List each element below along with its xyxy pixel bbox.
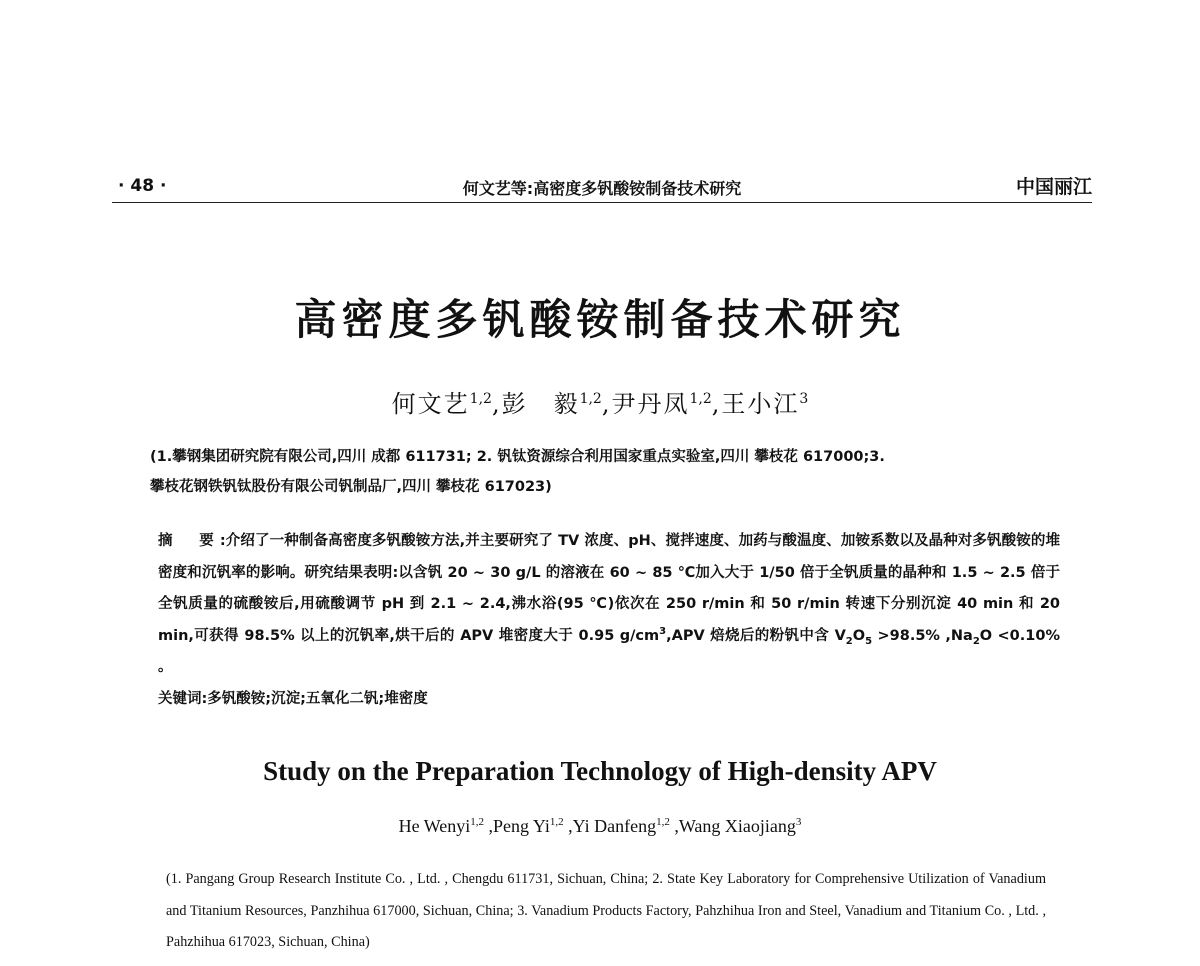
author-affiliation-mark: 1,2 xyxy=(549,816,564,828)
author-name: 彭 毅 xyxy=(501,390,580,418)
author-name: Peng Yi xyxy=(493,816,550,836)
journal-name: 中国丽江 xyxy=(1015,176,1092,198)
page-number: · 48 · xyxy=(118,176,167,196)
abstract-text: O <0.10% 。 xyxy=(158,627,1060,675)
affiliation-line: (1.攀钢集团研究院有限公司,四川 成都 611731; 2. 钒钛资源综合利用国家重点实验室,四川 攀枝花 617000;3. xyxy=(150,449,885,465)
formula-subscript: 5 xyxy=(865,635,873,647)
affiliations-english: (1. Pangang Group Research Institute Co. , Ltd. , Chengdu 611731, Sichuan, China; 2. State Key Laboratory for Comprehensive Utilization of Vanadium and Titanium Resources, Panzhihua 617000, Sichuan, China; 3. Vanadium Products Factory, Pahzhihua Iron and Steel, Vanadium and Titanium Co. , Ltd. , Pahzhihua 617023, Sichuan, China) xyxy=(166,871,1046,950)
author-name: Wang Xiaojiang xyxy=(678,816,796,836)
abstract-chinese xyxy=(158,526,1060,684)
keywords-label: 关键词 xyxy=(158,691,202,707)
authors-chinese xyxy=(0,384,1200,419)
author-separator: , xyxy=(563,816,573,836)
author-name: 何文艺 xyxy=(391,390,470,418)
title-chinese: 高密度多钒酸铵制备技术研究 xyxy=(294,295,906,344)
author-name: 尹丹凤 xyxy=(611,390,690,418)
affiliation-line: 攀枝花钢铁钒钛股份有限公司钒制品厂,四川 攀枝花 617023) xyxy=(150,479,552,495)
author-affiliation-mark: 1,2 xyxy=(579,391,602,407)
author-affiliation-mark: 3 xyxy=(795,816,802,828)
author-separator: , xyxy=(669,816,679,836)
abstract-text: O xyxy=(852,627,866,644)
author-separator: , xyxy=(491,390,502,418)
keywords-chinese xyxy=(158,684,1060,714)
author-affiliation-mark: 3 xyxy=(799,391,809,407)
author-affiliation-mark: 1,2 xyxy=(470,816,485,828)
author-affiliation-mark: 1,2 xyxy=(656,816,670,828)
author-separator: , xyxy=(601,390,612,418)
author-name: 王小江 xyxy=(721,390,800,418)
author-name: Yi Danfeng xyxy=(572,816,657,836)
affiliations-chinese xyxy=(150,442,1060,502)
abstract-label: 摘 要 xyxy=(158,533,220,549)
title-english: Study on the Preparation Technology of High-density APV xyxy=(263,756,937,786)
running-title: 何文艺等:高密度多钒酸铵制备技术研究 xyxy=(462,179,742,198)
abstract-text: >98.5% ,Na xyxy=(872,627,973,644)
author-affiliation-mark: 1,2 xyxy=(469,391,492,407)
running-header xyxy=(112,174,1092,203)
author-separator: , xyxy=(484,816,494,836)
unit-superscript: 3 xyxy=(659,625,667,637)
author-name: He Wenyi xyxy=(398,816,471,836)
abstract-text: :介绍了一种制备高密度多钒酸铵方法,并主要研究了 TV 浓度、pH、搅拌速度、加药与酸温度、加铵系数以及晶种对多钒酸铵的堆密度和沉钒率的影响。研究结果表明:以含钒 20 ~ 30 g/L 的溶液在 60 ~ 85 ℃加入大于 1/50 倍于全钒质量的晶种和 1.5 ~ 2.5 倍于全钒质量的硫酸铵后,用硫酸调节 pH 到 2.1 ~ 2.4,沸水浴(95 ℃)依次在 250 r/min 和 50 r/min 转速下分别沉淀 40 min 和 20 min,可获得 98.5% 以上的沉钒率,烘干后的 APV 堆密度大于 0.95 g/cm xyxy=(158,533,1061,644)
authors-english xyxy=(0,816,1200,837)
keywords-text: :多钒酸铵;沉淀;五氧化二钒;堆密度 xyxy=(201,691,428,707)
formula-subscript: 2 xyxy=(972,635,980,647)
author-separator: , xyxy=(711,390,722,418)
author-affiliation-mark: 1,2 xyxy=(689,391,712,407)
abstract-text: ,APV 焙烧后的粉钒中含 V xyxy=(666,627,846,644)
formula-subscript: 2 xyxy=(845,635,853,647)
